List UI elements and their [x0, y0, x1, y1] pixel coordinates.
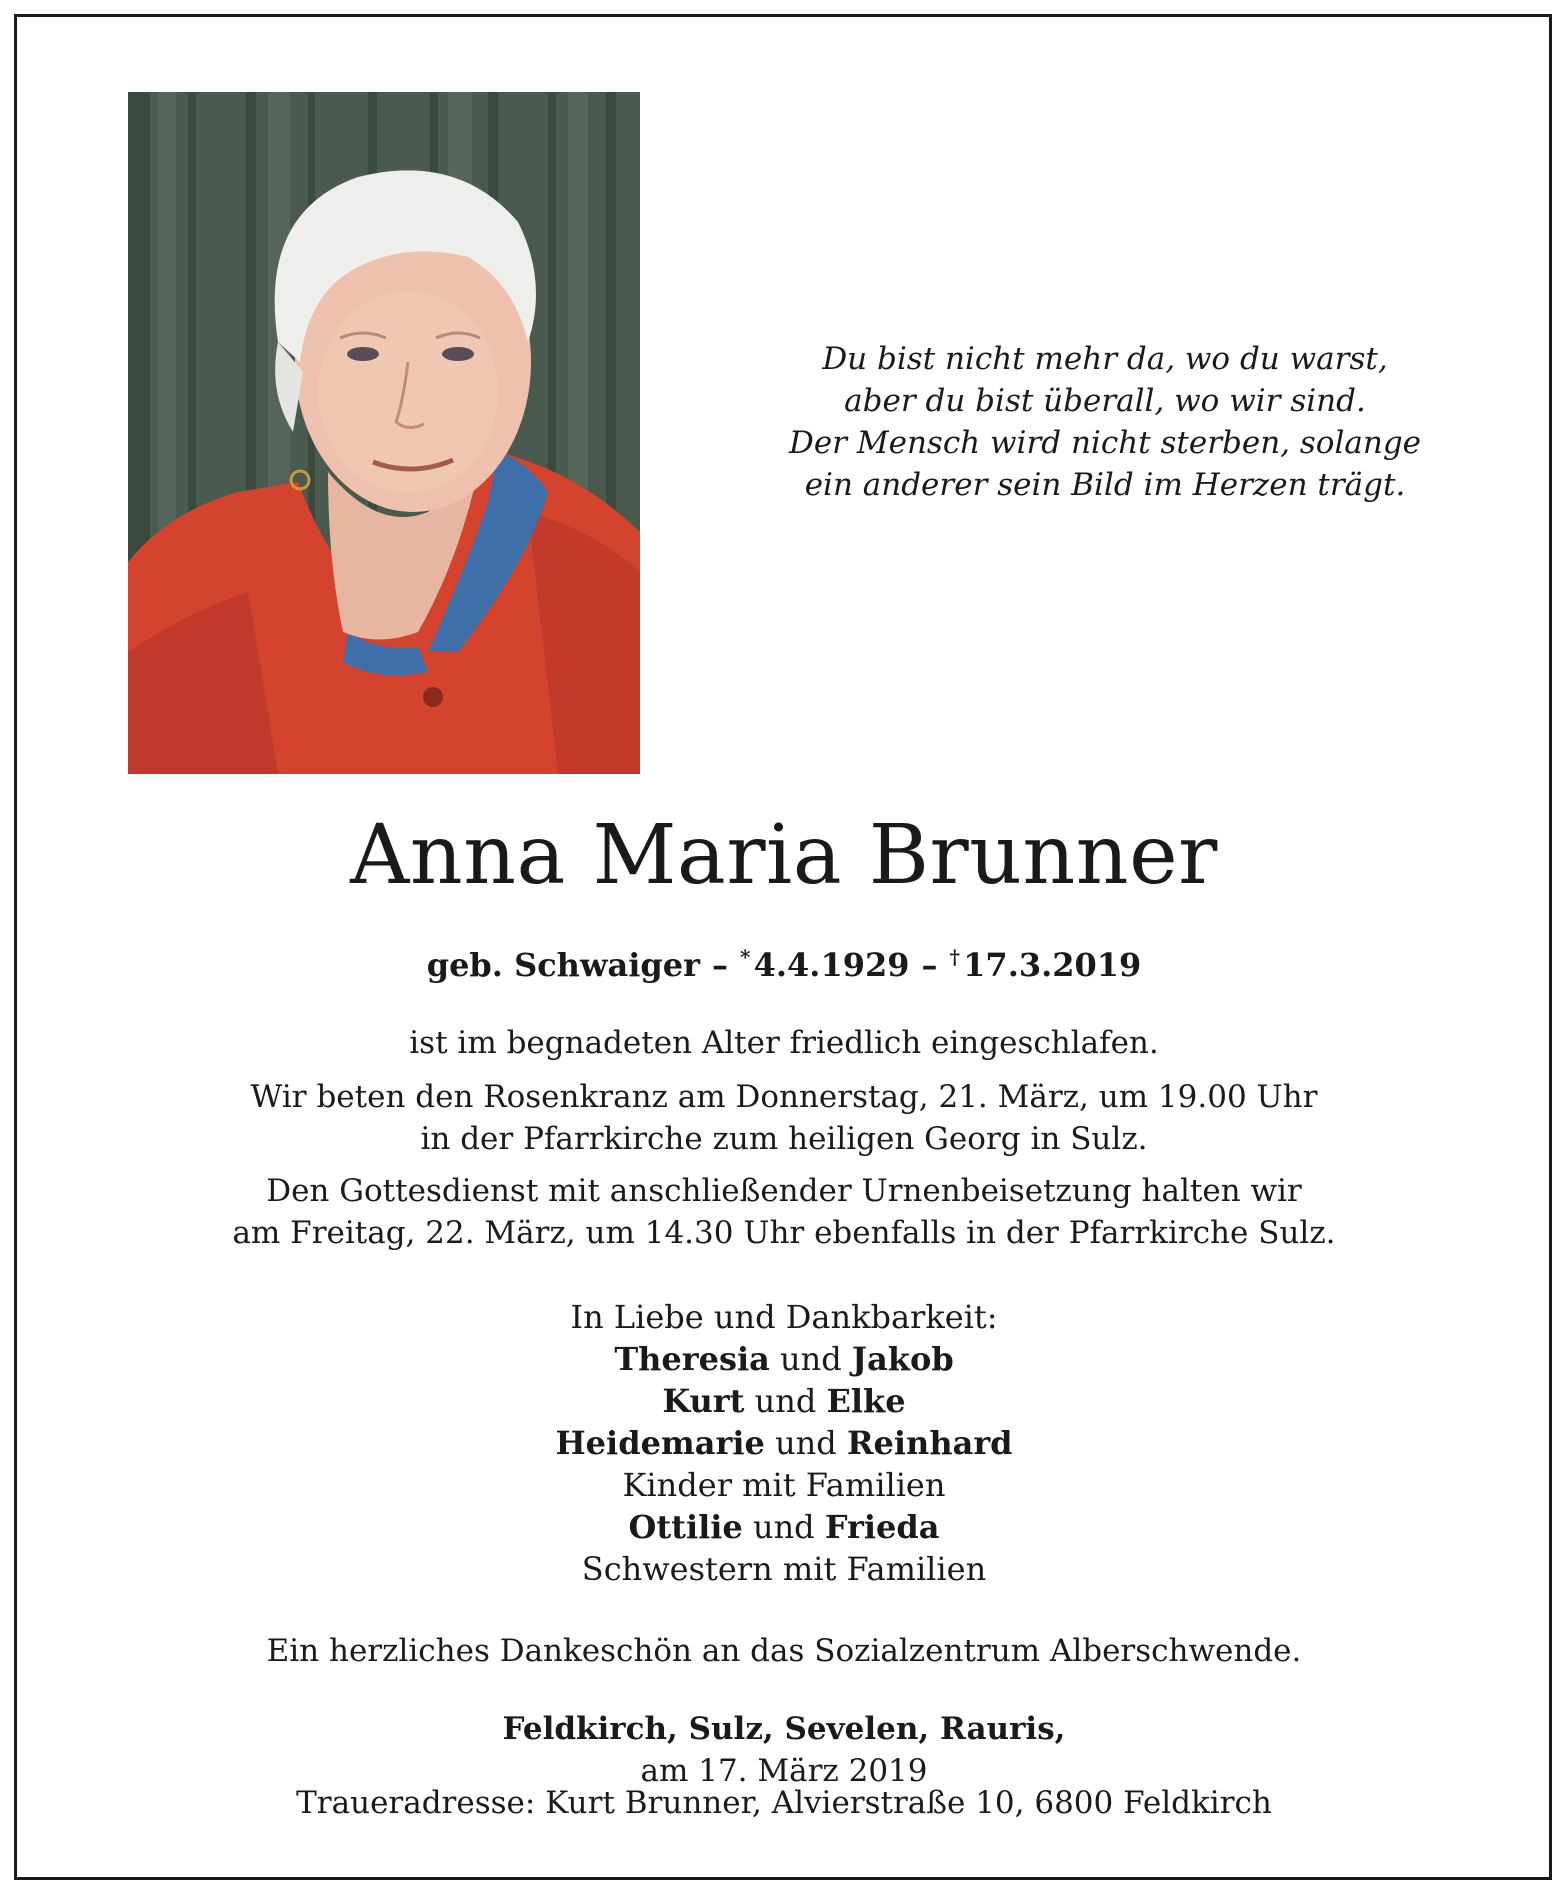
mourner-name: Theresia [614, 1340, 770, 1378]
towns: Feldkirch, Sulz, Sevelen, Rauris, [502, 1711, 1066, 1747]
quote-line: Der Mensch wird nicht sterben, solange [788, 425, 1422, 461]
portrait-photo [128, 92, 640, 774]
mourner-name: Heidemarie [555, 1424, 765, 1462]
birth-date: 4.4.1929 [753, 946, 910, 984]
mourner-name: Ottilie [628, 1508, 743, 1546]
place-line [0, 1708, 1568, 1792]
rosary-line: Wir beten den Rosenkranz am Donnerstag, 21. März, um 19.00 Uhr [250, 1079, 1318, 1115]
date: am 17. März 2019 [640, 1753, 928, 1789]
death-date: 17.3.2019 [963, 946, 1142, 984]
mourner-name: Reinhard [846, 1424, 1013, 1462]
died-symbol: † [949, 945, 960, 969]
mourner-name: Kurt [662, 1382, 745, 1420]
service-line: am Freitag, 22. März, um 14.30 Uhr ebenfalls in der Pfarrkirche Sulz. [232, 1215, 1336, 1251]
quote-line: aber du bist überall, wo wir sind. [844, 383, 1366, 419]
passing-line: ist im begnadeten Alter friedlich eingeschlafen. [409, 1025, 1159, 1061]
connector: und [775, 1424, 837, 1462]
life-dates: geb. Schwaiger – * 4.4.1929 – † 17.3.2019 [426, 945, 1142, 984]
mourners-list [0, 1296, 1568, 1590]
connector: und [752, 1508, 815, 1546]
service-info [0, 1170, 1568, 1254]
mourner-pair [0, 1338, 1568, 1380]
memorial-quote [735, 338, 1475, 506]
thanks-line: Ein herzliches Dankeschön an das Sozialzentrum Alberschwende. [266, 1633, 1302, 1669]
mourner-name: Elke [826, 1382, 906, 1420]
mourner-group: Schwestern mit Familien [581, 1550, 987, 1588]
mourner-group: Kinder mit Familien [622, 1466, 946, 1504]
quote-line: ein anderer sein Bild im Herzen trägt. [804, 467, 1406, 503]
mourner-name: Frieda [824, 1508, 940, 1546]
address-line: Traueradresse: Kurt Brunner, Alvierstraße 10, 6800 Feldkirch [296, 1785, 1272, 1821]
deceased-name: Anna Maria Brunner [350, 808, 1218, 903]
place-and-date [0, 1708, 1568, 1792]
mourners-intro: In Liebe und Dankbarkeit: [570, 1298, 998, 1336]
rosary-line: in der Pfarrkirche zum heiligen Georg in Sulz. [420, 1121, 1148, 1157]
mourner-pair [0, 1506, 1568, 1548]
born-symbol: * [739, 945, 751, 969]
quote-line: Du bist nicht mehr da, wo du warst, [822, 341, 1388, 377]
service-line: Den Gottesdienst mit anschließender Urnenbeisetzung halten wir [266, 1173, 1302, 1209]
mourner-name: Jakob [851, 1340, 954, 1378]
mourner-pair [0, 1380, 1568, 1422]
mourner-pair [0, 1422, 1568, 1464]
connector: und [780, 1340, 842, 1378]
maiden-name: geb. Schwaiger [426, 946, 700, 984]
mourning-address [0, 1782, 1568, 1824]
passing-statement [0, 1022, 1568, 1064]
thanks-note [0, 1630, 1568, 1672]
rosary-info [0, 1076, 1568, 1160]
connector: und [754, 1382, 817, 1420]
